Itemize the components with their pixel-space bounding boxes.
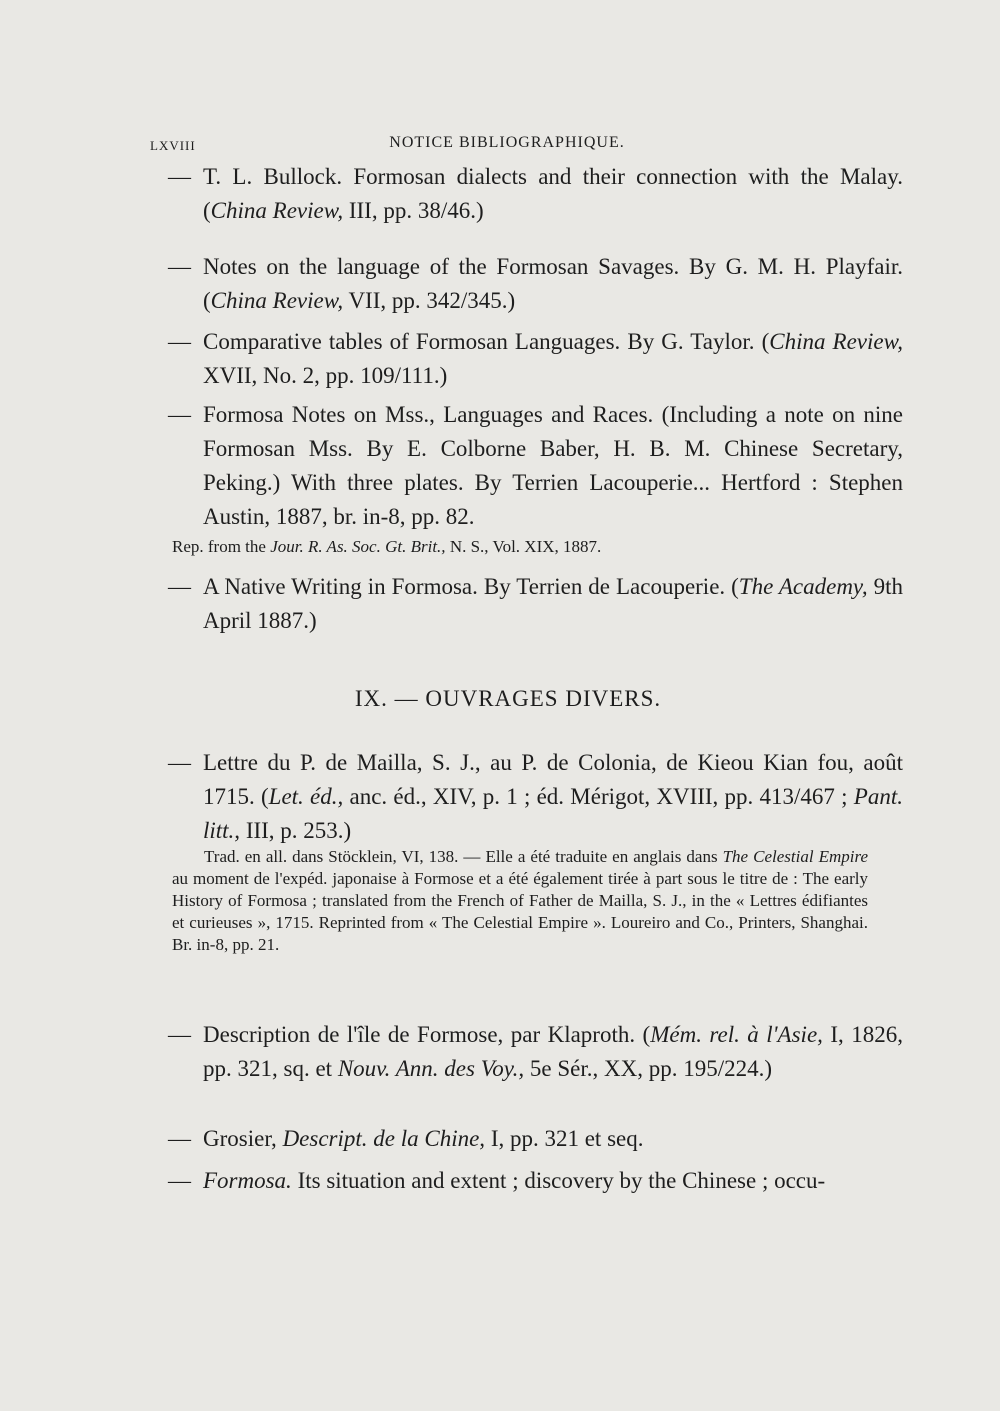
entry-italic-2: Pant. litt., [203, 784, 903, 843]
entry-native-writing [168, 570, 903, 638]
translation-note [172, 846, 868, 956]
entry-italic: China Review, [769, 329, 903, 354]
entry-formosa-situation [168, 1164, 903, 1198]
entry-mailla-letter [168, 746, 903, 848]
page-header [0, 134, 1000, 158]
entry-playfair [168, 250, 903, 318]
entry-dash: — [168, 329, 191, 354]
entry-tail: XVII, No. 2, pp. 109/111.) [203, 363, 448, 388]
entry-dash: — [168, 402, 191, 427]
note-text: Rep. from the [172, 537, 271, 556]
entry-text-mid: I, 1826, pp. 321, sq. et [203, 1022, 903, 1081]
entry-text: Formosa Notes on Mss., Languages and Races. (Including a note on nine Formosan Mss. By E. Colborne Baber, H. B. M. Chinese Secretary, Peking.) With three plates. By Terrien Lacouperie... Hertford : Stephen Austin, 1887, br. in-8, pp. 82. [203, 402, 903, 529]
entry-text: Comparative tables of Formosan Languages. By G. Taylor. ( [203, 329, 770, 354]
entry-klaproth [168, 1018, 903, 1086]
entry-dash: — [168, 164, 191, 189]
note-italic: Jour. R. As. Soc. Gt. Brit., [270, 537, 446, 556]
entry-italic: China Review, [210, 198, 344, 223]
entry-italic: Formosa. [203, 1168, 292, 1193]
entry-dash: — [168, 1022, 191, 1047]
entry-tail: 9th April 1887.) [203, 574, 903, 633]
entry-italic: The Academy, [738, 574, 868, 599]
entry-dash: — [168, 1168, 191, 1193]
entry-text: T. L. Bullock. Formosan dialects and their connection with the Malay. ( [203, 164, 903, 223]
note-text-end: N. S., Vol. XIX, 1887. [445, 537, 602, 556]
reprint-note [172, 536, 868, 558]
entry-text-mid: Its situation and extent ; discovery by the Chinese ; occu- [291, 1168, 826, 1193]
section-heading: IX. — OUVRAGES DIVERS. [354, 686, 662, 711]
entry-text: Notes on the language of the Formosan Savages. By G. M. H. Playfair. ( [203, 254, 903, 313]
entry-italic: Descript. de la Chine, [282, 1126, 486, 1151]
entry-bullock [168, 160, 903, 228]
folio-number: LXVIII [150, 138, 196, 153]
entry-italic: China Review, [210, 288, 344, 313]
entry-dash: — [168, 254, 191, 279]
entry-text: Description de l'île de Formose, par Klaproth. ( [203, 1022, 651, 1047]
entry-text-mid: I, pp. 321 et seq. [485, 1126, 644, 1151]
running-title: NOTICE BIBLIOGRAPHIQUE. [389, 134, 625, 151]
entry-text: Grosier, [203, 1126, 283, 1151]
entry-italic: Mém. rel. à l'Asie, [650, 1022, 823, 1047]
entry-lacouperie-notes [168, 398, 903, 534]
entry-dash: — [168, 750, 191, 775]
entry-tail: III, p. 253.) [240, 818, 352, 843]
note-text: Trad. en all. dans Stöcklein, VI, 138. — Elle a été traduite en anglais dans [204, 847, 723, 866]
entry-tail: III, pp. 38/46.) [343, 198, 484, 223]
entry-dash: — [168, 1126, 191, 1151]
entry-text-mid: anc. éd., XIV, p. 1 ; éd. Mérigot, XVIII, pp. 413/467 ; [343, 784, 854, 809]
entry-taylor [168, 325, 903, 393]
entry-tail: VII, pp. 342/345.) [343, 288, 516, 313]
note-italic: The Celestial Empire [722, 847, 868, 866]
entry-tail: 5e Sér., XX, pp. 195/224.) [524, 1056, 773, 1081]
entry-text: A Native Writing in Formosa. By Terrien de Lacouperie. ( [203, 574, 739, 599]
entry-text: Lettre du P. de Mailla, S. J., au P. de Colonia, de Kieou Kian fou, août 1715. ( [203, 750, 903, 809]
entry-grosier [168, 1122, 903, 1156]
entry-italic-2: Nouv. Ann. des Voy., [337, 1056, 525, 1081]
note-text-end: au moment de l'expéd. japonaise à Formose et a été également tirée à part sous le titre de : The early History of Formosa ; translated from the French of Father de Mailla, S. J., in the « Lettres édifiantes et curieuses », 1715. Reprinted from « The Celestial Empire ». Loureiro and Co., Printers, Shanghai. Br. in-8, pp. 21. [172, 869, 868, 954]
entry-dash: — [168, 574, 191, 599]
entry-italic: Let. éd., [268, 784, 344, 809]
